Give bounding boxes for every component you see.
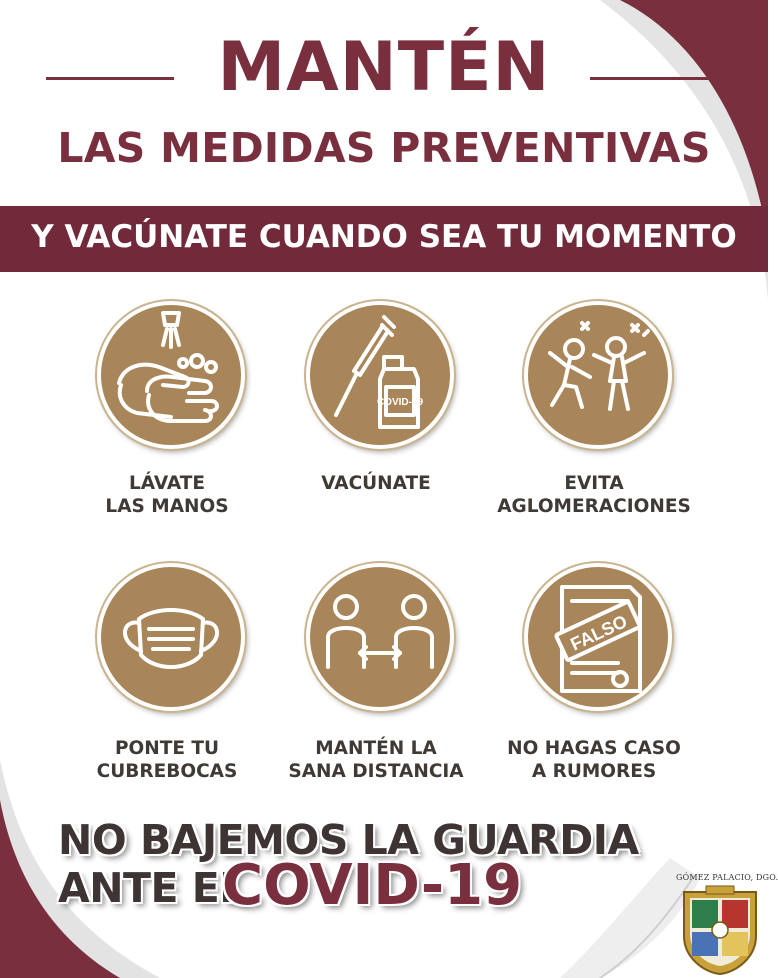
false-news-icon <box>524 563 672 711</box>
label-line2: SANA DISTANCIA <box>288 761 464 782</box>
measure-label-vaccinate <box>256 472 496 495</box>
label-line1: EVITA <box>564 473 624 494</box>
city-crest-icon <box>676 884 764 976</box>
measure-label-wash-hands <box>47 472 287 518</box>
social-distance-icon <box>306 563 454 711</box>
label-line1: LÁVATE <box>128 473 206 494</box>
city-name: GÓMEZ PALACIO, DGO. <box>676 873 778 882</box>
label-line1: PONTE TU <box>114 738 220 759</box>
measure-label-mask <box>47 737 287 783</box>
label-line1: MANTÉN LA <box>315 738 437 759</box>
label-line1: NO HAGAS CASO <box>507 738 681 759</box>
label-line2: A RUMORES <box>531 761 657 782</box>
slogan-line2: ANTE EL <box>58 864 245 912</box>
vial-label: COVID-19 <box>376 397 424 408</box>
hand-washing-icon <box>97 301 245 449</box>
banner-text: Y VACÚNATE CUANDO SEA TU MOMENTO <box>31 219 737 255</box>
face-mask-icon <box>97 563 245 711</box>
measure-label-avoid-crowds <box>474 472 714 518</box>
page-title: MANTÉN <box>217 28 551 107</box>
label-line2: LAS MANOS <box>105 496 229 517</box>
measure-label-rumors <box>474 737 714 783</box>
label-line2: AGLOMERACIONES <box>497 496 691 517</box>
slogan-line1: NO BAJEMOS LA GUARDIA <box>58 816 639 864</box>
measure-label-distance <box>256 737 496 783</box>
label-line1: VACÚNATE <box>321 473 431 494</box>
stamp-label: FALSO <box>567 611 631 655</box>
label-line2: CUBREBOCAS <box>96 761 238 782</box>
vaccine-syringe-icon <box>306 301 454 449</box>
slogan-accent: COVID-19 <box>222 853 523 918</box>
page-subtitle: LAS MEDIDAS PREVENTIVAS <box>57 124 711 172</box>
crowd-icon <box>524 301 672 449</box>
